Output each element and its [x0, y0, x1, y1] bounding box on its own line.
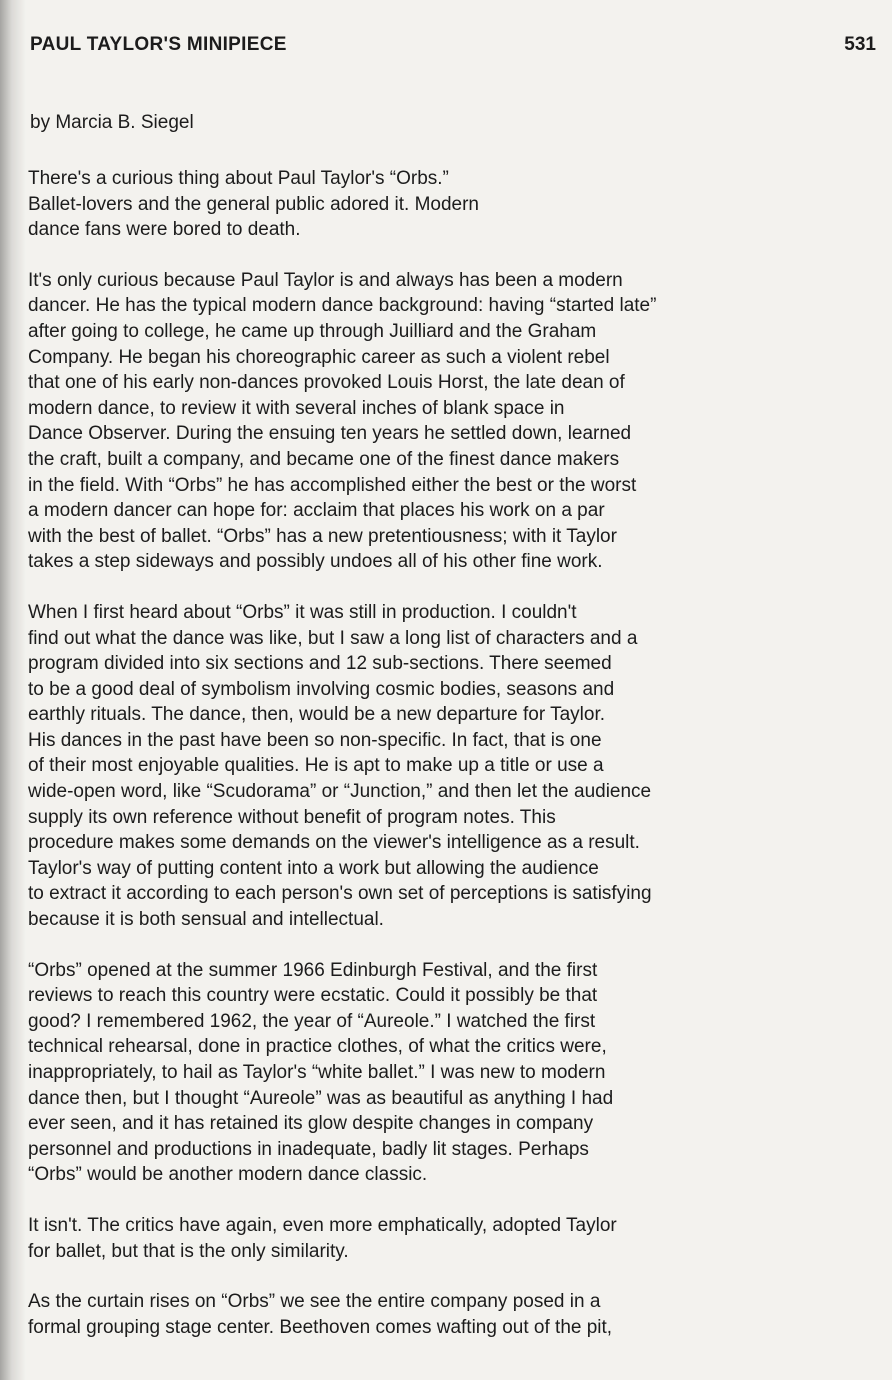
text-line: Taylor's way of putting content into a work but allowing the audience — [28, 857, 599, 879]
text-line: supply its own reference without benefit of program notes. This — [28, 806, 556, 828]
paragraph-5 — [28, 1213, 788, 1264]
text-line: Ballet-lovers and the general public adored it. Modern — [28, 193, 479, 215]
text-line: formal grouping stage center. Beethoven comes wafting out of the pit, — [28, 1316, 613, 1338]
paragraph-6 — [28, 1289, 788, 1340]
article-body — [28, 166, 788, 1365]
text-line: There's a curious thing about Paul Taylor's “Orbs.” — [28, 168, 449, 189]
text-line: It's only curious because Paul Taylor is and always has been a modern — [28, 269, 623, 291]
text-line: of their most enjoyable qualities. He is apt to make up a title or use a — [28, 755, 604, 777]
text-line: to extract it according to each person's own set of perceptions is satisfying — [28, 883, 652, 905]
running-head: PAUL TAYLOR'S MINIPIECE — [30, 34, 287, 55]
text-line: dance then, but I thought “Aureole” was as beautiful as anything I had — [28, 1087, 614, 1109]
paragraph-1 — [28, 166, 788, 243]
byline: by Marcia B. Siegel — [30, 112, 194, 133]
text-line: “Orbs” would be another modern dance classic. — [28, 1164, 428, 1186]
text-line: It isn't. The critics have again, even more emphatically, adopted Taylor — [28, 1214, 617, 1236]
text-line: As the curtain rises on “Orbs” we see the entire company posed in a — [28, 1291, 601, 1313]
text-line: ever seen, and it has retained its glow despite changes in company — [28, 1113, 594, 1135]
text-line: dancer. He has the typical modern dance background: having “started late” — [28, 295, 657, 317]
text-line: earthly rituals. The dance, then, would be a new departure for Taylor. — [28, 704, 606, 726]
text-line: modern dance, to review it with several inches of blank space in — [28, 397, 565, 419]
paragraph-2 — [28, 268, 788, 575]
text-line: wide-open word, like “Scudorama” or “Junction,” and then let the audience — [28, 781, 652, 803]
text-line: with the best of ballet. “Orbs” has a new pretentiousness; with it Taylor — [28, 525, 617, 547]
text-line: personnel and productions in inadequate, badly lit stages. Perhaps — [28, 1138, 589, 1160]
text-line: procedure makes some demands on the viewer's intelligence as a result. — [28, 832, 640, 854]
text-line: in the field. With “Orbs” he has accomplished either the best or the worst — [28, 474, 637, 496]
text-line: inappropriately, to hail as Taylor's “white ballet.” I was new to modern — [28, 1062, 606, 1083]
text-line: to be a good deal of symbolism involving cosmic bodies, seasons and — [28, 678, 615, 700]
text-line: that one of his early non-dances provoked Louis Horst, the late dean of — [28, 372, 625, 394]
text-line: because it is both sensual and intellectual. — [28, 909, 384, 931]
text-line: When I first heard about “Orbs” it was still in production. I couldn't — [28, 601, 577, 623]
text-line: Company. He began his choreographic career as such a violent rebel — [28, 346, 610, 368]
text-line: program divided into six sections and 12 sub-sections. There seemed — [28, 653, 612, 675]
text-line: technical rehearsal, done in practice clothes, of what the critics were, — [28, 1036, 607, 1058]
paragraph-3 — [28, 600, 788, 933]
text-line: for ballet, but that is the only similarity. — [28, 1240, 349, 1262]
text-line: the craft, built a company, and became one of the finest dance makers — [28, 448, 620, 470]
text-line: His dances in the past have been so non-specific. In fact, that is one — [28, 729, 602, 751]
text-line: Dance Observer. During the ensuing ten years he settled down, learned — [28, 423, 632, 445]
text-line: takes a step sideways and possibly undoes all of his other fine work. — [28, 551, 603, 573]
text-line: a modern dancer can hope for: acclaim that places his work on a par — [28, 500, 605, 522]
page-number: 531 — [844, 34, 876, 55]
paragraph-4 — [28, 958, 788, 1188]
text-line: after going to college, he came up through Juilliard and the Graham — [28, 320, 597, 342]
text-line: find out what the dance was like, but I saw a long list of characters and a — [28, 627, 638, 649]
text-line: dance fans were bored to death. — [28, 219, 301, 241]
text-line: “Orbs” opened at the summer 1966 Edinburgh Festival, and the first — [28, 959, 598, 981]
text-line: good? I remembered 1962, the year of “Aureole.” I watched the first — [28, 1010, 596, 1032]
text-line: reviews to reach this country were ecstatic. Could it possibly be that — [28, 985, 598, 1007]
